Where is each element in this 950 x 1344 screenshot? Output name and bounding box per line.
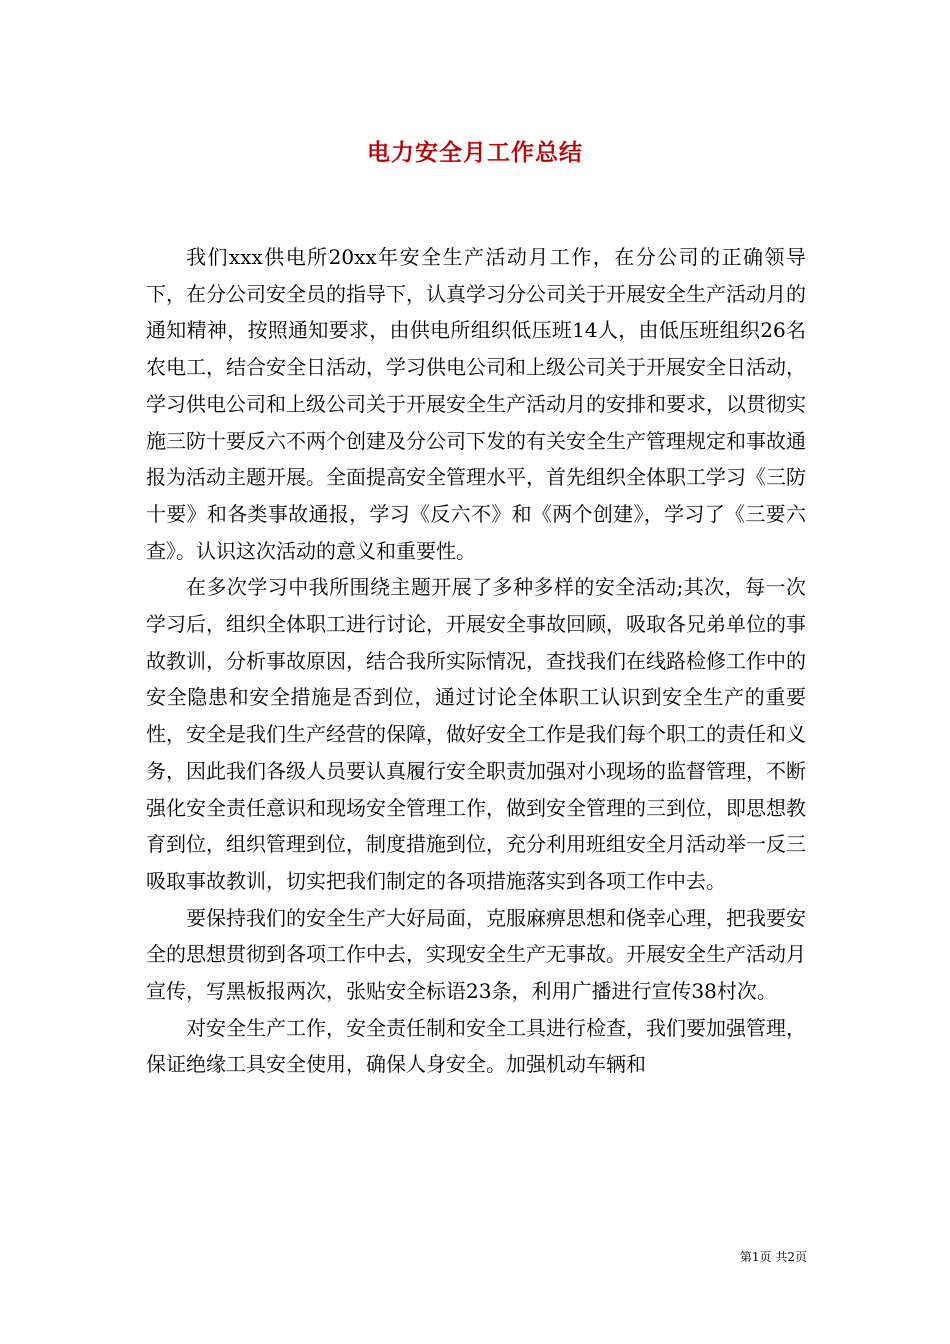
paragraph-1: 我们xxx供电所20xx年安全生产活动月工作，在分公司的正确领导下，在分公司安全员的指导下，认真学习分公司关于开展安全生产活动月的通知精神，按照通知要求，由供电所组织低压班14人，由低压班组织26名农电工，结合安全日活动，学习供电公司和上级公司关于开展安全日活动，学习供电公司和上级公司关于开展安全生产活动月的安排和要求，以贯彻实施三防十要反六不两个创建及分公司下发的有关安全生产管理规定和事故通报为活动主题开展。全面提高安全管理水平，首先组织全体职工学习《三防十要》和各类事故通报，学习《反六不》和《两个创建》，学习了《三要六查》。认识这次活动的意义和重要性。 [146,245,806,563]
document-title: 电力安全月工作总结 [367,139,583,166]
paragraph-2: 在多次学习中我所围绕主题开展了多种多样的安全活动;其次，每一次学习后，组织全体职工进行讨论，开展安全事故回顾，吸取各兄弟单位的事故教训，分析事故原因，结合我所实际情况，查找我们在线路检修工作中的安全隐患和安全措施是否到位，通过讨论全体职工认识到安全生产的重要性，安全是我们生产经营的保障，做好安全工作是我们每个职工的责任和义务，因此我们各级人员要认真履行安全职责加强对小现场的监督管理，不断强化安全责任意识和现场安全管理工作，做到安全管理的三到位，即思想教育到位，组织管理到位，制度措施到位，充分利用班组安全月活动举一反三吸取事故教训，切实把我们制定的各项措施落实到各项工作中去。 [146,575,806,893]
paragraph-3: 要保持我们的安全生产大好局面，克服麻痹思想和侥幸心理，把我要安全的思想贯彻到各项工作中去，实现安全生产无事故。开展安全生产活动月宣传，写黑板报两次，张贴安全标语23条，利用广播进行宣传38村次。 [146,905,806,1004]
document-body [146,239,806,1083]
paragraph-4: 对安全生产工作，安全责任制和安全工具进行检查，我们要加强管理，保证绝缘工具安全使用，确保人身安全。加强机动车辆和 [146,1015,806,1077]
page-number: 第1页 共2页 [739,1250,807,1264]
